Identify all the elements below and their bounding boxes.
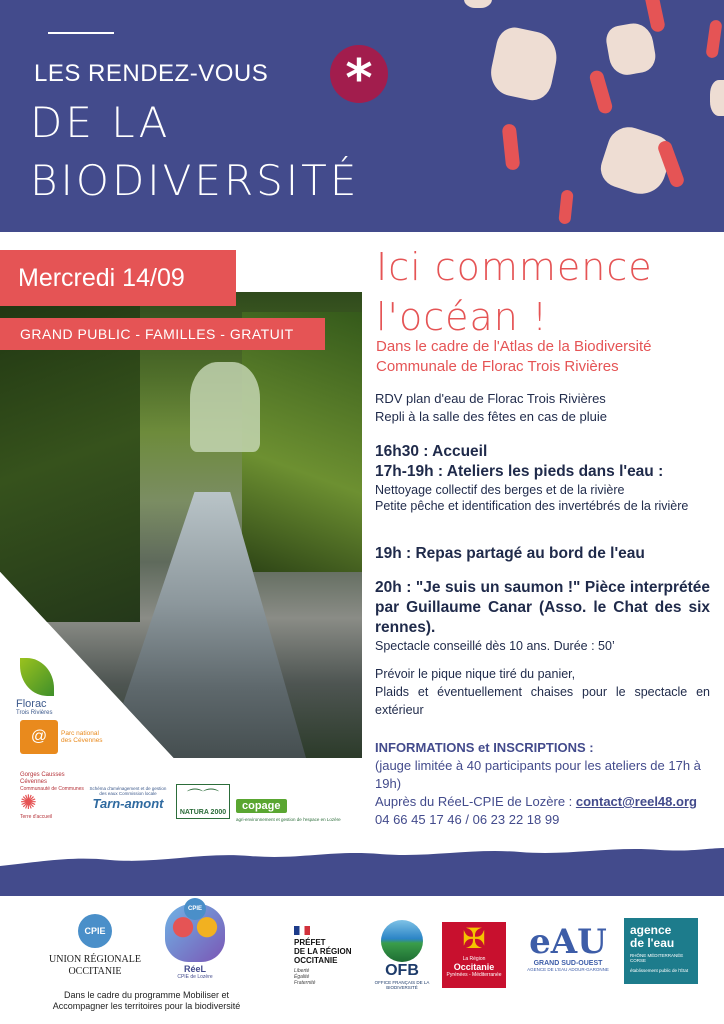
header-rule [48, 32, 114, 34]
rdv-fallback: Repli à la salle des fêtes en cas de pluie [375, 409, 607, 424]
ofb-name: OFB [385, 962, 419, 979]
agence-name-1: agence [630, 923, 672, 937]
spiral-icon: @ [20, 720, 58, 754]
leaf-icon [20, 658, 54, 696]
globe-icon [381, 920, 423, 962]
prefet-motto-1: Liberté [294, 968, 310, 974]
wave-band [0, 842, 724, 896]
contact-email-link[interactable]: contact@reel48.org [575, 794, 697, 809]
occitan-cross-icon: ✠ [462, 923, 486, 954]
info-contact [375, 793, 710, 811]
natura-2000-logo [176, 784, 230, 819]
prefet-title [294, 938, 364, 965]
urcpie-text [40, 954, 150, 978]
event-title [376, 242, 653, 342]
ofb-logo [372, 920, 432, 990]
rdv-location: RDV plan d'eau de Florac Trois Rivières [375, 391, 606, 406]
agence-sub: RHÔNE MÉDITERRANÉE CORSE [630, 953, 684, 963]
prefet-line-3: OCCITANIE [294, 956, 338, 965]
occitanie-prefix: La Région [462, 956, 486, 962]
prefet-line-1: PRÉFET [294, 938, 326, 947]
prefet-line-2: DE LA RÉGION [294, 947, 352, 956]
info-heading: INFORMATIONS et INSCRIPTIONS : [375, 740, 594, 755]
decor-pill [558, 189, 573, 224]
florac-name: Florac [16, 698, 47, 710]
florac-logo [16, 658, 76, 716]
occitanie-sub: Pyrénées - Méditerranée [446, 972, 502, 978]
reel-name: RéeL [183, 964, 206, 974]
program-item-workshops: 17h-19h : Ateliers les pieds dans l'eau : [375, 463, 664, 480]
agence-public: établissement public de l'État [630, 968, 689, 973]
decor-pill [644, 0, 666, 33]
event-title-line-1: Ici commence [376, 245, 653, 289]
ccgc-sub: Communauté de Communes [20, 786, 84, 792]
occitanie-logo [442, 922, 506, 988]
decor-blob [710, 80, 724, 116]
urcpie-line-2: OCCITANIE [68, 966, 122, 977]
info-limit: (jauge limitée à 40 participants pour les ateliers de 17h à 19h) [375, 758, 701, 791]
program-text: Dans le cadre du programme Mobiliser et Accompagner les territoires pour la biodiversité [52, 990, 241, 1011]
footer-partners [0, 896, 724, 1024]
header-line-3: BIODIVERSITÉ [30, 156, 360, 205]
photo-sky [190, 362, 260, 452]
tarn-amont-logo [88, 786, 168, 811]
copage-text: agri-environnement et gestion de l'espace en Lozère [236, 817, 341, 822]
ccgc-logo [20, 772, 84, 820]
program-item-meal: 19h : Repas partagé au bord de l'eau [375, 545, 645, 562]
note-blankets: Plaids et éventuellement chaises pour le spectacle en extérieur [375, 685, 710, 717]
ccgc-text: Gorges Causses Cévennes [20, 772, 65, 785]
occitanie-name: Occitanie [453, 962, 495, 972]
reel-cpie-logo [160, 904, 230, 980]
decor-pill [502, 123, 521, 170]
header-banner [0, 0, 724, 232]
program-detail-fishing: Petite pêche et identification des invertébrés de la rivière [375, 499, 689, 513]
eau-sub-1: GRAND SUD-OUEST [533, 960, 603, 967]
event-title-line-2: l'océan ! [376, 295, 549, 339]
photo-trees-right [242, 312, 362, 572]
header-line-2: DE LA [30, 98, 171, 147]
subtitle-line-2: Communale de Florac Trois Rivières [376, 358, 619, 375]
event-subtitle [376, 337, 716, 377]
info-block [375, 739, 710, 829]
people-icon: ✺ [20, 792, 37, 814]
natura-name: NATURA 2000 [179, 809, 227, 816]
decor-pill [705, 19, 722, 58]
prefet-logo [294, 926, 364, 986]
subtitle-line-1: Dans le cadre de l'Atlas de la Biodiversité [376, 338, 652, 355]
rdv-block [375, 390, 710, 426]
eau-name: eAU [529, 922, 607, 962]
program-item-show: 20h : "Je suis un saumon !" Pièce interprétée par Guillaume Canar (Asso. le Chat des six rennes). [375, 579, 710, 636]
ofb-text: OFFICE FRANÇAIS DE LA BIODIVERSITÉ [374, 980, 430, 990]
info-phones: 04 66 45 17 46 / 06 23 22 18 99 [375, 812, 560, 827]
copage-logo [236, 796, 366, 822]
notes-block [375, 665, 710, 719]
cpie-badge: CPIE [78, 914, 112, 948]
info-contact-prefix: Auprès du RéeL-CPIE de Lozère : [375, 794, 576, 809]
bird-icon: ⌒⌒ [186, 789, 219, 806]
date-banner: Mercredi 14/09 [0, 250, 236, 306]
prefet-motto [294, 968, 364, 986]
eau-sub-2: AGENCE DE L'EAU ADOUR-GARONNE [527, 967, 609, 972]
agence-name-2: de l'eau [630, 936, 675, 950]
florac-sub: Trois Rivières [16, 710, 53, 716]
decor-blob [604, 20, 658, 77]
tarn-text: Schéma d'aménagement et de gestion des eaux Commission locale [89, 786, 167, 796]
copage-name: copage [236, 799, 287, 813]
pnc-logo [20, 720, 105, 754]
program-item-welcome: 16h30 : Accueil [375, 443, 488, 460]
program-show-block [375, 578, 710, 654]
program-block [375, 442, 710, 514]
tarn-name: Tarn-amont [92, 796, 164, 811]
urcpie-line-1: UNION RÉGIONALE [49, 954, 141, 965]
asterisk-badge: * [330, 45, 388, 103]
butterfly-icon [165, 904, 225, 962]
decor-pill [588, 69, 614, 115]
agence-rmc-logo [624, 918, 698, 984]
urcpie-logo [40, 914, 150, 978]
program-show-detail: Spectacle conseillé dès 10 ans. Durée : 50’ [375, 639, 615, 653]
audience-bar: GRAND PUBLIC - FAMILLES - GRATUIT [0, 318, 325, 350]
program-detail-cleanup: Nettoyage collectif des berges et de la rivière [375, 483, 625, 497]
header-line-1: LES RENDEZ-VOUS [34, 60, 269, 87]
pnc-text: Parc national des Cévennes [61, 730, 103, 744]
reel-sub: CPIE de Lozère [177, 974, 213, 980]
note-picnic: Prévoir le pique nique tiré du panier, [375, 667, 576, 681]
prefet-motto-3: Fraternité [294, 980, 316, 986]
decor-blob [487, 24, 562, 103]
prefet-motto-2: Égalité [294, 974, 310, 980]
ccgc-tag: Terre d'accueil [20, 814, 53, 820]
agence-adour-garonne-logo [520, 924, 616, 972]
french-flag-icon [294, 926, 310, 935]
decor-blob [464, 0, 492, 8]
reel-cpie-badge: CPIE [184, 898, 206, 920]
